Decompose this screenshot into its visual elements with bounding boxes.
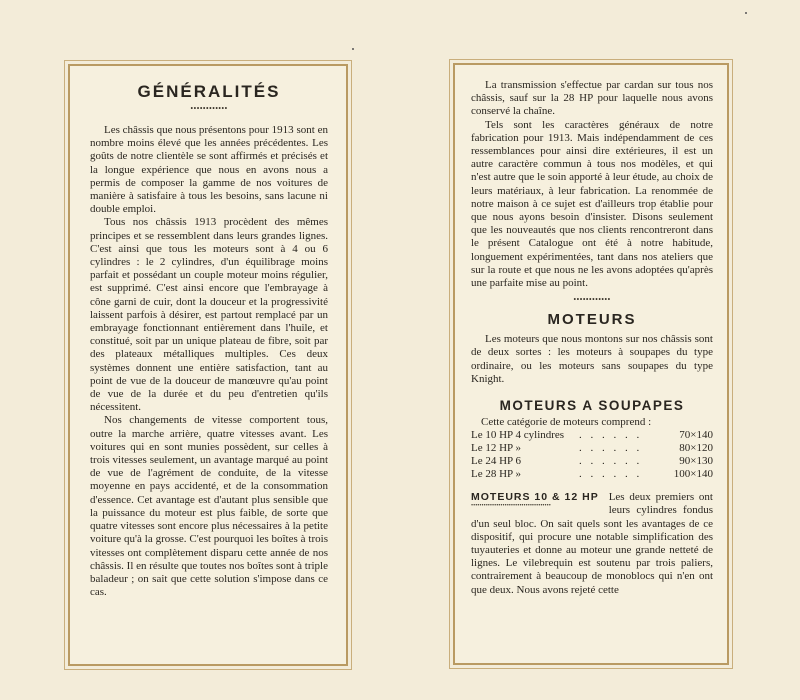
section-title-moteurs: MOTEURS xyxy=(547,311,637,329)
subsection-moteurs-10-12 xyxy=(471,491,713,597)
spec-value: 100×140 xyxy=(673,468,713,481)
paragraph: La transmission s'effectue par cardan sur tous nos châssis, sauf sur la 28 HP pour laquelle nous avons conservé la chaîne. xyxy=(471,79,713,118)
spec-intro: Cette catégorie de moteurs comprend : xyxy=(481,416,652,429)
subsection-title: MOTEURS 10 & 12 HP xyxy=(471,491,599,504)
spec-dots: . . . . . . xyxy=(579,455,643,468)
spec-value: 80×120 xyxy=(679,442,713,455)
section-title-moteurs-a-soupapes: MOTEURS A SOUPAPES xyxy=(499,398,685,414)
spec-row xyxy=(471,429,713,442)
spec-dots: . . . . . . xyxy=(579,429,643,442)
paragraph: Tels sont les caractères généraux de notre fabrication pour 1913. Mais indépendamment de ces ressemblances pour ainsi dire extérieures, il est un autre caractère commun à tous nos modèles, et qui n'est autre que le soin apporté à leur étude, au choix de leurs matériaux, à leur fabrication. La renommée de notre maison à ce sujet est d'ailleurs trop établie pour que nous ayons besoin d'insister. Disons seulement que les nouveautés que nos clients rencontreront dans le présent Catalogue ont été à notre habitude, longuement expérimentées, tant dans nos ateliers que sur la route et que nous ne les avons adoptées qu'après une parfaite mise au point. xyxy=(471,118,713,290)
spec-row xyxy=(471,468,713,481)
dot-ornament: •••••••••••••••••••••••••••••••••••••• xyxy=(471,503,551,510)
spec-value: 90×130 xyxy=(679,455,713,468)
section-title-generalites: GÉNÉRALITÉS xyxy=(137,82,281,101)
right-panel xyxy=(453,63,729,665)
paper-speck xyxy=(352,48,354,50)
paragraph: Les deux premiers ont leurs cylindres fondus d'un seul bloc. On sait quels sont les avantages de ce dispositif, qui procure une notable simplification des tuyauteries et donne au moteur une grande netteté de lignes. Le vilebrequin est soutenu par trois paliers, contrairement à beaucoup de monoblocs qui n'en ont que deux. Nous avons rejeté cette xyxy=(471,491,713,596)
subsection-heading xyxy=(471,491,599,510)
spec-value: 70×140 xyxy=(679,429,713,442)
spec-row xyxy=(471,455,713,468)
spec-row xyxy=(471,442,713,455)
left-panel xyxy=(68,64,348,666)
spec-label: Le 12 HP » xyxy=(471,442,522,455)
dot-ornament: •••••••••••• xyxy=(190,104,228,113)
spec-label: Le 28 HP » xyxy=(471,468,522,481)
paragraph: Les moteurs que nous montons sur nos châssis sont de deux sortes : les moteurs à soupapes du type ordinaire, ou les moteurs sans soupapes du type Knight. xyxy=(471,333,713,385)
spec-label: Le 24 HP 6 xyxy=(471,455,522,468)
paragraph: Tous nos châssis 1913 procèdent des mêmes principes et se ressemblent dans leurs grandes lignes. C'est ainsi que tous les moteurs sont à 4 ou 6 cylindres : le 2 cylindres, d'un équilibrage moins parfait et possédant un couple moteur moins régulier, est supprimé. C'est ainsi encore que l'embrayage à cône garni de cuir, dont la douceur et la progressivité laissent parfois à désirer, est partout remplacé par un embrayage fonctionnant entièrement dans l'huile, et constitué, soit par un unique plateau de fibre, soit par des plateaux métalliques multiples. Ces deux systèmes donnent une entière satisfaction, tant au point de vue de la douceur de manœuvre qu'au point de vue de la durée et du peu d'entretien qu'ils nécessitent. xyxy=(90,216,328,414)
engine-spec-table xyxy=(471,429,713,481)
spec-label: Le 10 HP 4 cylindres xyxy=(471,429,565,442)
dot-ornament: •••••••••••• xyxy=(573,295,611,305)
spec-dots: . . . . . . xyxy=(579,468,643,481)
paragraph: Nos changements de vitesse comportent tous, outre la marche arrière, quatre vitesses avant. Les voitures qui en sont munies possèdent, sur celles à trois vitesses seulement, un avantage marqué au point de vue de l'agrément de conduite, de la vitesse moyenne en pays accidenté, et de la consommation d'essence. Cet avantage est d'autant plus sensible que la puissance du moteur est plus faible, de sorte que quatre vitesses sont encore plus nécessaires à la petite voiture qu'à la grosse. C'est pourquoi les boîtes à trois vitesses ont complètement disparu cette année de nos châssis. Il en résulte que toutes nos boîtes sont à triple baladeur ; on sait que cette solution s'impose dans ce cas. xyxy=(90,414,328,599)
spec-dots: . . . . . . xyxy=(579,442,643,455)
paper-speck xyxy=(745,12,747,14)
paragraph: Les châssis que nous présentons pour 1913 sont en nombre moins élevé que les années précédentes. Les goûts de notre clientèle se sont affirmés et précisés et la longue expérience que nous en avons nous a permis de composer la gamme de nos voitures de manière à satisfaire à tous les besoins, sans lacune ni double emploi. xyxy=(90,124,328,216)
